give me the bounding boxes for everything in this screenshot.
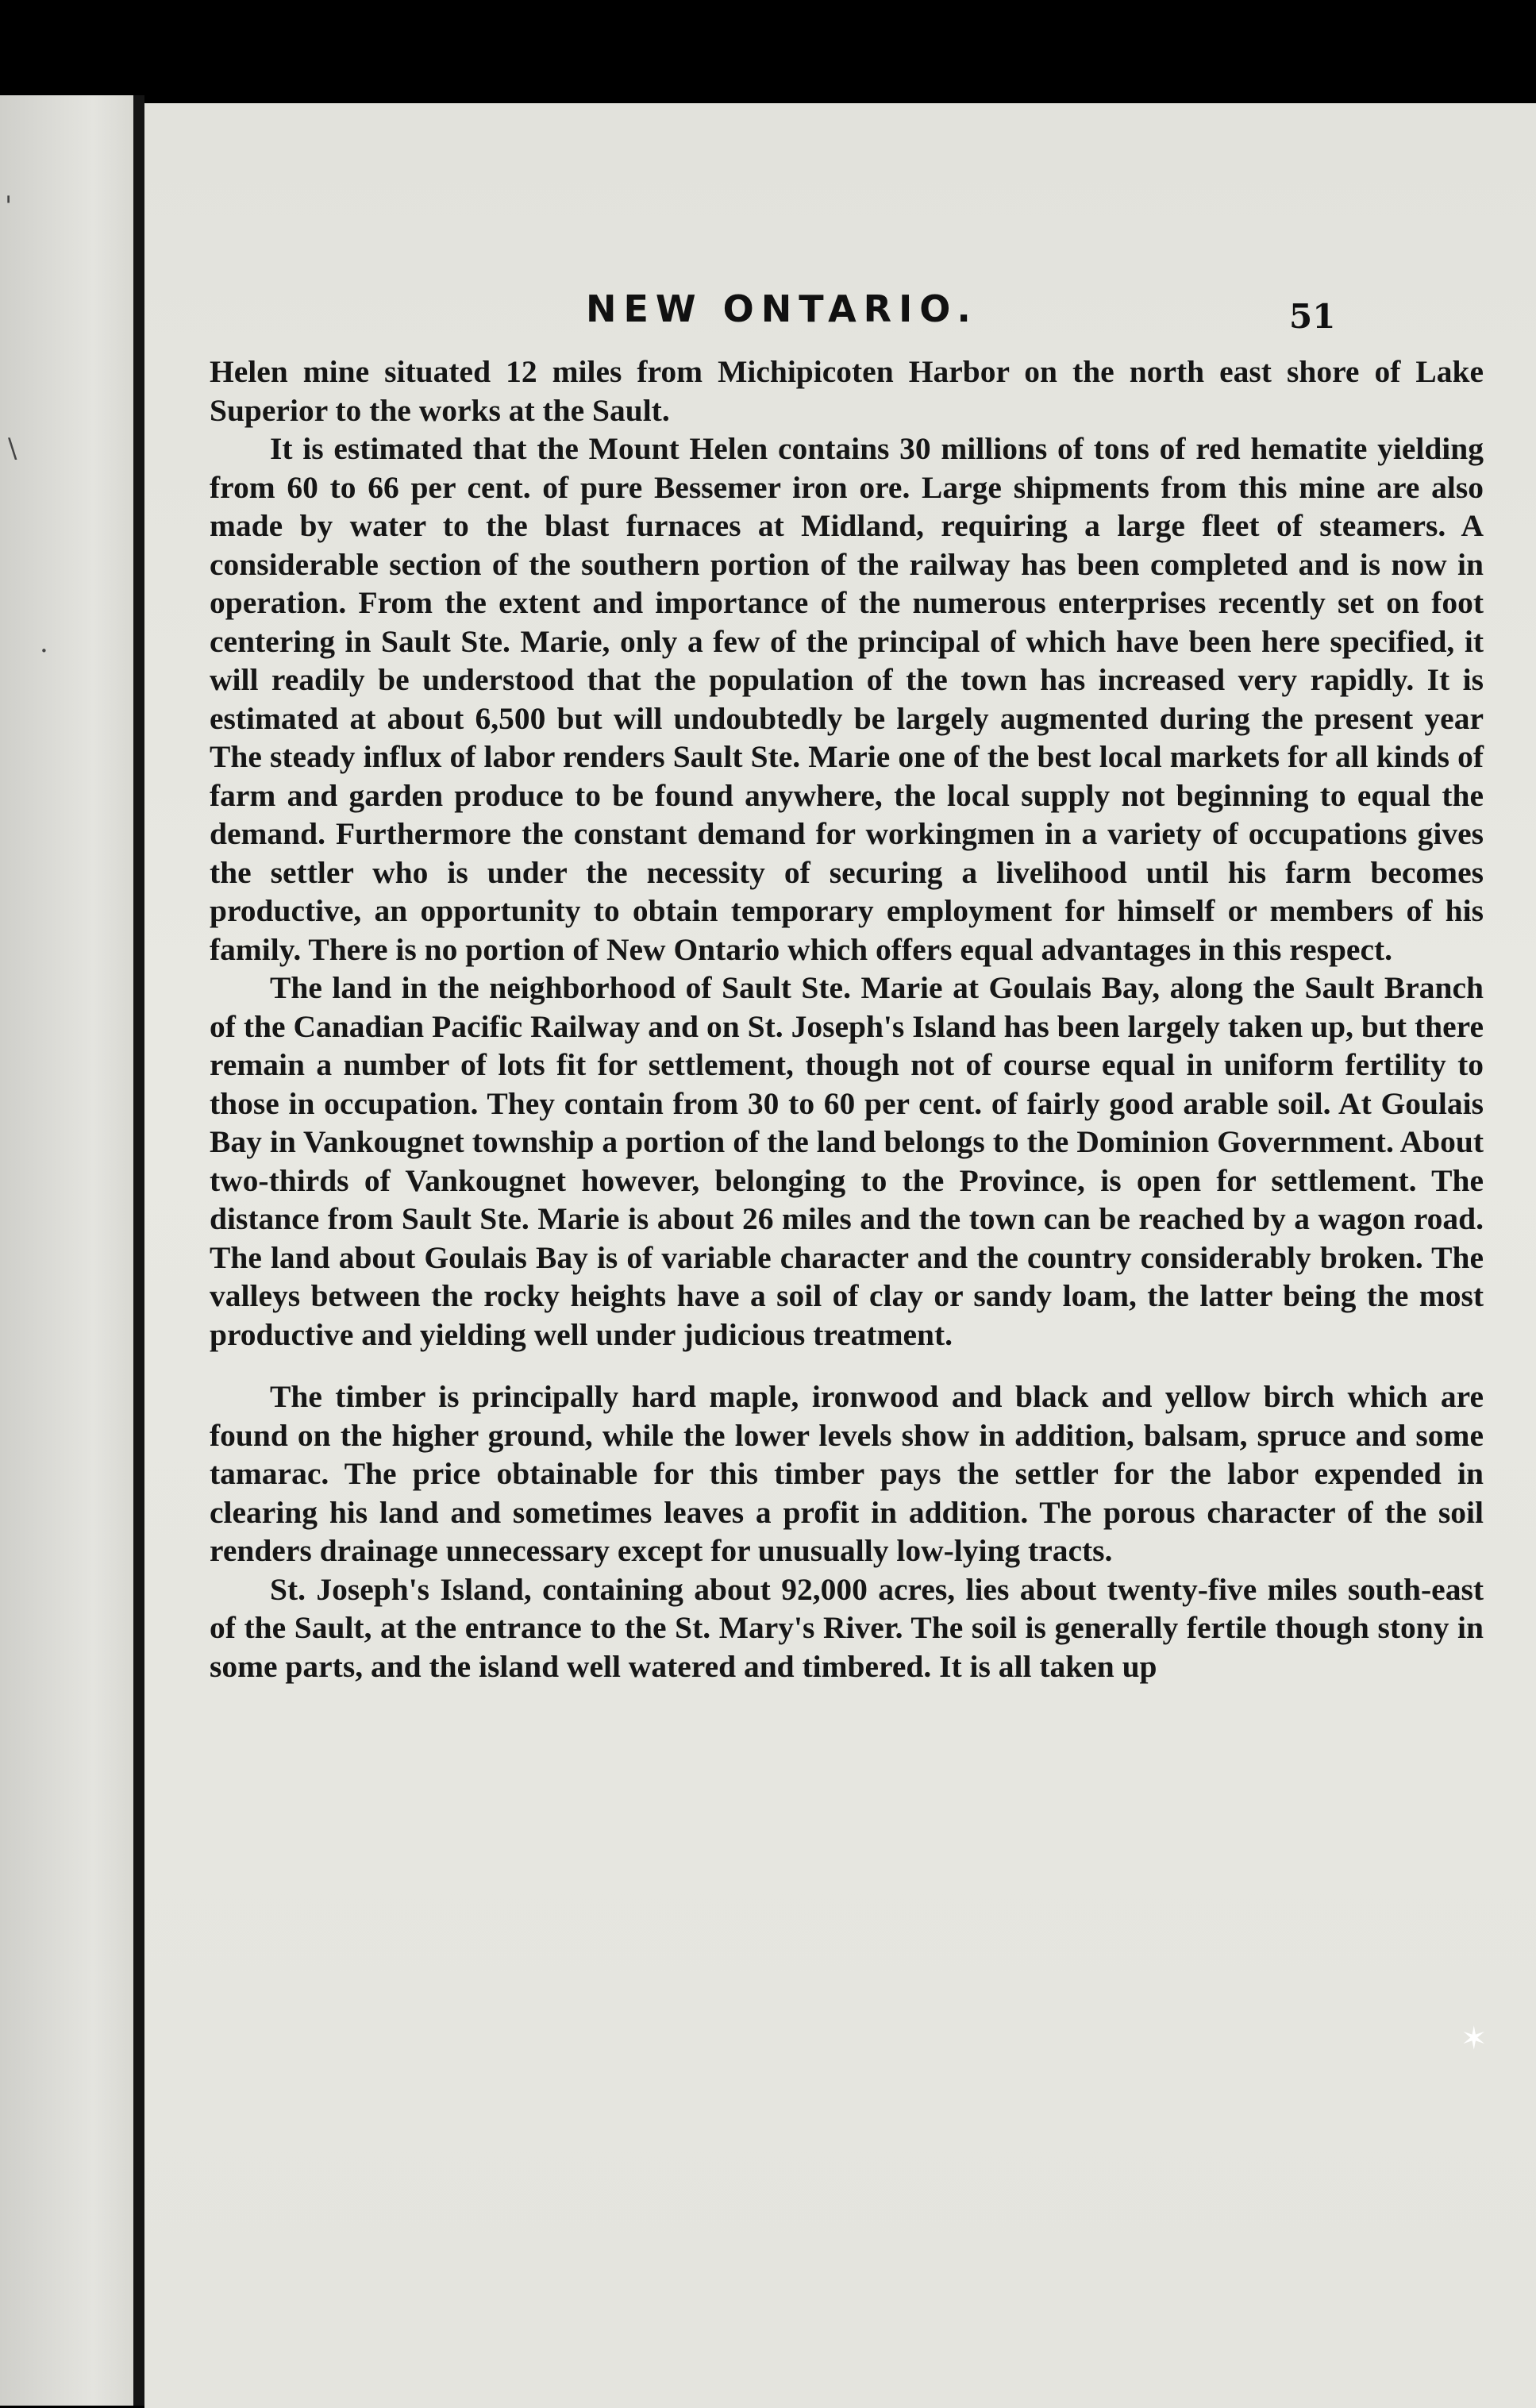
paragraph: St. Joseph's Island, containing about 92,000 acres, lies about twenty-five miles south-east of the Sault, at the entrance to the St. Mary's River. The soil is generally fertile though stony in some parts, and the island well watered and timbered. It is all taken up — [210, 1571, 1484, 1684]
scan-speck: . — [40, 627, 48, 659]
page-gutter — [133, 95, 144, 2406]
running-title: NEW ONTARIO. — [586, 287, 978, 330]
paragraph: The timber is principally hard maple, ironwood and black and yellow birch which are found on the higher ground, while the lower levels show in addition, balsam, spruce and some tamarac. The price obtainable for this timber pays the settler for the labor expended in clearing his land and sometimes leaves a profit in addition. The porous character of the soil renders drainage unnecessary except for unusually low-lying tracts. — [210, 1379, 1484, 1568]
paragraph: The land in the neighborhood of Sault Ste. Marie at Goulais Bay, along the Sault Branch of the Canadian Pacific Railway and on St. Joseph's Island has been largely taken up, but there remain a number of lots fit for settlement, though not of course equal in uniform fertility to those in occupation. They contain from 30 to 60 per cent. of fairly good arable soil. At Goulais Bay in Vankougnet township a portion of the land belongs to the Dominion Government. About two-thirds of Vankougnet however, belonging to the Province, is open for settlement. The distance from Sault Ste. Marie is about 26 miles and the town can be reached by a wagon road. The land about Goulais Bay is of variable character and the country considerably broken. The valleys between the rocky heights have a soil of clay or sandy loam, the latter being the most productive and yielding well under judicious treatment. — [210, 970, 1484, 1352]
scan-speck: ' — [5, 191, 13, 222]
page-number: 51 — [1289, 297, 1336, 336]
facing-page-edge — [0, 95, 133, 2406]
paragraph: It is estimated that the Mount Helen contains 30 millions of tons of red hematite yielding from 60 to 66 per cent. of pure Bessemer iron ore. Large shipments from this mine are also made by water to the blast furnaces at Midland, requiring a large fleet of steamers. A considerable section of the southern portion of the railway has been completed and is now in operation. From the extent and importance of the numerous enterprises recently set on foot centering in Sault Ste. Marie, only a few of the principal of which have been here specified, it will readily be understood that the population of the town has increased very rapidly. It is estimated at about 6,500 but will undoubtedly be largely augmented during the present year The steady influx of labor renders Sault Ste. Marie one of the best local markets for all kinds of farm and garden produce to be found anywhere, the local supply not beginning to equal the demand. Furthermore the constant demand for workingmen in a variety of occupations gives the settler who is under the necessity of securing a livelihood until his farm becomes productive, an opportunity to obtain temporary employment for himself or members of his family. There is no portion of New Ontario which offers equal advantages in this respect. — [210, 431, 1484, 967]
book-page — [144, 103, 1536, 2408]
scan-speck: \ — [8, 433, 17, 464]
page-body — [210, 353, 1484, 1686]
scan-blot-icon: ✶ — [1461, 2021, 1488, 2057]
paragraph: Helen mine situated 12 miles from Michipicoten Harbor on the north east shore of Lake Superior to the works at the Sault. — [210, 354, 1484, 428]
